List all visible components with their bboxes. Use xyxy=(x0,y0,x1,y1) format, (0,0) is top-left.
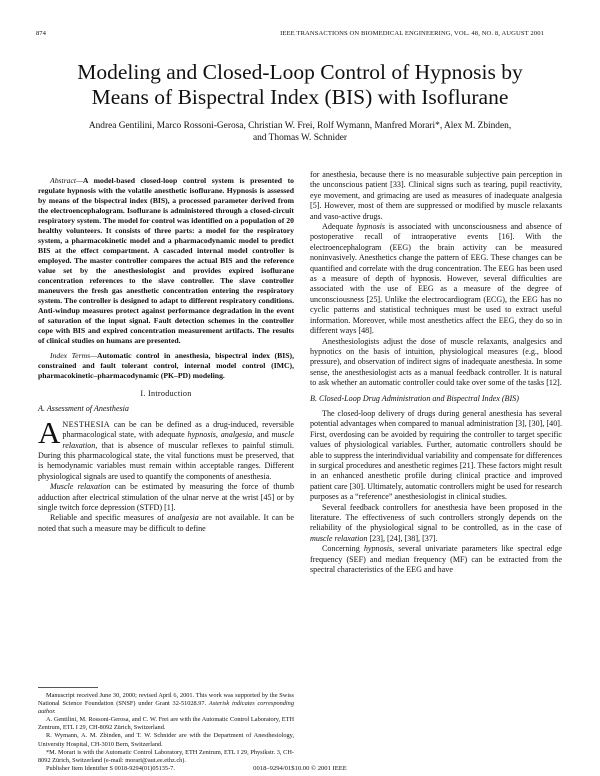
running-header xyxy=(0,30,600,42)
intro-paragraph-1: ANESTHESIA can be can be defined as a drug-induced, reversible pharmacological state, with adequate hypnosis, analgesia, and muscle relaxation, that is absence of muscular reflexes to painful stimuli. During this pharmacological state, the vital functions must be preserved, that is hemodynamic variables must remain within acceptable ranges. Different physiological signals are used to quantify the components of anesthesia. xyxy=(38,414,294,481)
subsection-heading-assessment: A. Assessment of Anesthesia xyxy=(38,404,129,414)
left-column xyxy=(38,176,294,534)
right-paragraph-4: The closed-loop delivery of drugs during general anesthesia has several potential advantages when compared to manual administration [3], [30], [40]. First, overdosing can be avoided by requiring the controller to target specific values of physiological variables. Further, automatic controllers should be able to suppress the interindividual variability and compensate for differences in surgical procedures and anesthetic regimes [21]. These factors might result in an enhanced anesthetic profile during clinical practice and improved patient care [30]. Ultimately, automatic controllers might be used for research purposes as a “reference” anesthesiologist in clinical studies. xyxy=(310,408,562,502)
intro-paragraph-2: Muscle relaxation can be estimated by measuring the force of thumb adduction after electrical stimulation of the ulnar nerve at the wrist [45] or by single twitch force depression (STFD) [1]. xyxy=(38,482,294,513)
footnote-affiliation-3: *M. Morari is with the Automatic Control Laboratory, ETH Zentrum, ETL I 29, Physikstr. 3, CH-8092 Zürich, Switzerland (e-mail: morari@aut.ee.ethz.ch). xyxy=(38,748,294,764)
abstract-text: A model-based closed-loop control system is presented to regulate hypnosis with the volatile anesthetic isoflurane. Hypnosis is assessed by means of the bispectral index (BIS), a processed parameter derived from the electroencephalogram. Isoflurane is administered through a closed-circuit respiratory system. The model for control was identified on a population of 20 healthy volunteers. It consists of three parts: a model for the respiratory system, a pharmacokinetic model and a pharmacodynamic model to predict BIS at the effect compartment. A cascaded internal model controller is employed. The master controller compares the actual BIS and the reference value set by the anesthesiologist and provides expired isoflurane concentration references to the slave controller. The slave controller maneuvers the fresh gas anesthetic concentration entering the respiratory system. The controller is designed to adapt to different respiratory conditions. Anti-windup measures protect against performance degradation in the event of saturation of the input signal. Fault detection schemes in the controller cope with BIS and expired concentration measurement artifacts. The results of clinical studies on humans are presented. xyxy=(38,176,294,345)
footnotes xyxy=(38,692,294,773)
right-paragraph-1: for anesthesia, because there is no measurable subjective pain perception in the unconscious patient [33]. Clinical signs such as tearing, pupil reactivity, eye movement, and grimacing are used as measures of inadequate analgesia [5]. However, most of them are suppressed or modified by muscle relaxants and vaso-active drugs. xyxy=(310,170,562,221)
intro-paragraph-3: Reliable and specific measures of analgesia are not available. It can be noted that such a measure may be difficult to define xyxy=(38,513,294,533)
footnote-rule xyxy=(38,687,98,688)
abstract-label: Abstract— xyxy=(50,176,83,185)
paper-title xyxy=(20,60,580,110)
footnote-affiliation-1: A. Gentilini, M. Rossoni-Gerosa, and C. W. Frei are with the Automatic Control Laboratory, ETH Zentrum, ETL I 29, CH-8092 Zürich, Switzerland. xyxy=(38,716,294,732)
section-heading-introduction: I. Introduction xyxy=(140,389,192,398)
right-column xyxy=(310,170,562,575)
right-paragraph-5: Several feedback controllers for anesthesia have been proposed in the literature. The effectiveness of such controllers strongly depends on the reliability of the physiological signal to be controlled, as in the case of muscle relaxation [23], [24], [38], [37]. xyxy=(310,502,562,543)
index-terms xyxy=(38,351,294,381)
title-line-2: Means of Bispectral Index (BIS) with Isoflurane xyxy=(91,85,509,109)
footnote-affiliation-2: R. Wymann, A. M. Zbinden, and T. W. Schnider are with the Department of Anesthesiology, University Hospital, CH-3010 Bern, Switzerland. xyxy=(38,732,294,748)
right-paragraph-2: Adequate hypnosis is associated with unconsciousness and absence of postoperative recall of intraoperative events [16]. With the electroencephalogram (EEG) the brain activity can be measured noninvasively. Anesthetics change the pattern of EEG. These changes can be quantified and correlate with the drug concentration. The EEG has been used as a measure of depth of hypnosis. However, several difficulties are associated with the use of EEG as a measure of the degree of unconsciousness [25]. Unlike the electrocardiogram (ECG), the EEG has no cyclic patterns and statistical techniques must be used to extract useful information. Moreover, while most anesthetics affect the EEG, they do so in different ways [48]. xyxy=(310,222,562,336)
authors-line-1: Andrea Gentilini, Marco Rossoni-Gerosa, Christian W. Frei, Rolf Wymann, Manfred Morari*, Alex M. Zbinden, xyxy=(88,121,512,131)
subsection-heading-closed-loop: B. Closed-Loop Drug Administration and Bispectral Index (BIS) xyxy=(310,393,519,403)
page-number: 874 xyxy=(36,30,46,37)
drop-cap: A xyxy=(38,414,61,450)
journal-name: IEEE TRANSACTIONS ON BIOMEDICAL ENGINEERING, VOL. 48, NO. 8, AUGUST 2001 xyxy=(280,30,544,37)
footnote-publisher-id: Publisher Item Identifier S 0018-9294(01)05135-7. xyxy=(46,764,175,772)
index-terms-label: Index Terms— xyxy=(50,351,97,360)
author-list xyxy=(30,120,570,144)
right-paragraph-3: Anesthesiologists adjust the dose of muscle relaxants, analgesics and hypnotics on the basis of intuition, physiological measures (e.g., blood pressure), and observation of indirect signs of inadequate anesthesia. In some sense, the anesthesiologist acts as a manual feedback controller. It is natural to ask whether an automatic controller could take over some of the tasks [12]. xyxy=(310,336,562,388)
title-line-1: Modeling and Closed-Loop Control of Hypnosis by xyxy=(77,60,523,84)
right-paragraph-6: Concerning hypnosis, several univariate parameters like spectral edge frequency (SEF) and median frequency (MF) can be extracted from the spectral characteristics of the EEG and have xyxy=(310,544,562,575)
index-terms-text: Automatic control in anesthesia, bispectral index (BIS), constrained and fault tolerant control, internal model control (IMC), pharmacokinetic–pharmacodynamic (PK–PD) modeling. xyxy=(38,351,294,380)
authors-line-2: and Thomas W. Schnider xyxy=(252,133,348,143)
abstract xyxy=(38,176,294,346)
copyright-line: 0018–9294/01$10.00 © 2001 IEEE xyxy=(253,765,347,772)
footnote-received: Manuscript received June 30, 2000; revised April 6, 2001. This work was supported by the Swiss National Science Foundation (SNSF) under Grant 32-51028.97. Asterisk indicates corresponding author. xyxy=(38,692,294,716)
